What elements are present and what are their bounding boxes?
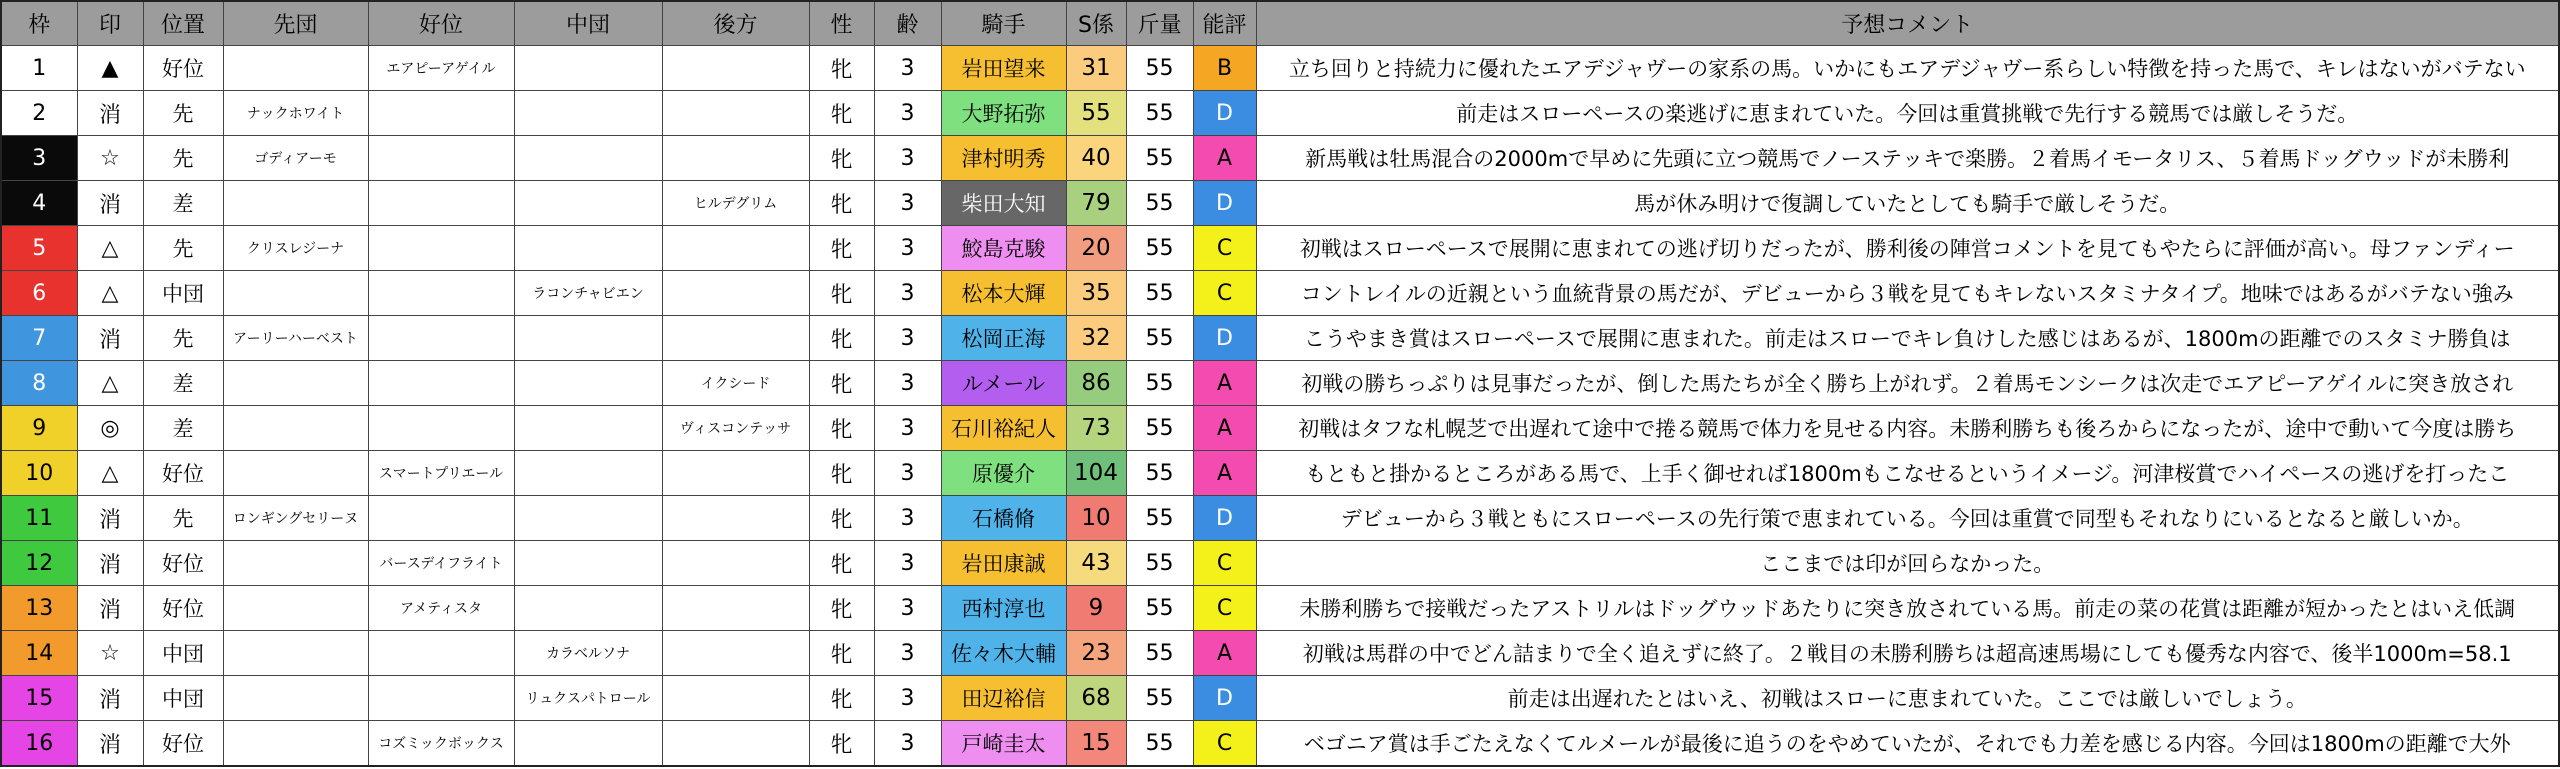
position-cell: 好位: [143, 721, 223, 767]
age-cell: 3: [874, 406, 941, 451]
header-jockey: 騎手: [941, 1, 1066, 46]
s-coefficient-cell: 79: [1066, 181, 1126, 226]
waku-cell: 10: [1, 451, 77, 496]
header-rear: 後方: [662, 1, 809, 46]
jockey-cell: 西村淳也: [941, 586, 1066, 631]
mid-group-cell: [514, 586, 662, 631]
jockey-cell: 石橋脩: [941, 496, 1066, 541]
weight-cell: 55: [1126, 136, 1193, 181]
rating-cell: C: [1193, 541, 1256, 586]
header-mid-group: 中団: [514, 1, 662, 46]
mark-cell: 消: [77, 181, 143, 226]
rating-cell: B: [1193, 46, 1256, 91]
mark-cell: △: [77, 271, 143, 316]
mid-group-cell: [514, 721, 662, 767]
jockey-cell: 田辺裕信: [941, 676, 1066, 721]
s-coefficient-cell: 43: [1066, 541, 1126, 586]
comment-cell: 初戦の勝ちっぷりは見事だったが、倒した馬たちが全く勝ち上がれず。２着馬モンシークは次走でエアピーアゲイルに突き放され: [1256, 361, 2559, 406]
age-cell: 3: [874, 586, 941, 631]
mark-cell: 消: [77, 586, 143, 631]
age-cell: 3: [874, 631, 941, 676]
lead-group-cell: クリスレジーナ: [223, 226, 368, 271]
rear-cell: イクシード: [662, 361, 809, 406]
good-position-cell: [368, 91, 514, 136]
table-row: [1, 46, 2559, 91]
header-weight: 斤量: [1126, 1, 1193, 46]
lead-group-cell: [223, 271, 368, 316]
comment-cell: 初戦はスローペースで展開に恵まれての逃げ切りだったが、勝利後の陣営コメントを見てもやたらに評価が高い。母ファンディー: [1256, 226, 2559, 271]
comment-cell: 初戦はタフな札幌芝で出遅れて途中で捲る競馬で体力を見せる内容。未勝利勝ちも後ろからになったが、途中で動いて今度は勝ち: [1256, 406, 2559, 451]
mid-group-cell: [514, 316, 662, 361]
sex-cell: 牝: [809, 631, 874, 676]
age-cell: 3: [874, 496, 941, 541]
weight-cell: 55: [1126, 181, 1193, 226]
good-position-cell: エアピーアゲイル: [368, 46, 514, 91]
sex-cell: 牝: [809, 541, 874, 586]
age-cell: 3: [874, 316, 941, 361]
lead-group-cell: [223, 406, 368, 451]
mark-cell: ☆: [77, 136, 143, 181]
age-cell: 3: [874, 676, 941, 721]
header-lead-group: 先団: [223, 1, 368, 46]
good-position-cell: [368, 496, 514, 541]
sex-cell: 牝: [809, 496, 874, 541]
rear-cell: [662, 451, 809, 496]
age-cell: 3: [874, 181, 941, 226]
s-coefficient-cell: 32: [1066, 316, 1126, 361]
weight-cell: 55: [1126, 271, 1193, 316]
mark-cell: △: [77, 226, 143, 271]
table-row: [1, 496, 2559, 541]
position-cell: 中団: [143, 676, 223, 721]
position-cell: 好位: [143, 451, 223, 496]
lead-group-cell: アーリーハーベスト: [223, 316, 368, 361]
waku-cell: 15: [1, 676, 77, 721]
position-cell: 中団: [143, 631, 223, 676]
weight-cell: 55: [1126, 226, 1193, 271]
good-position-cell: [368, 676, 514, 721]
good-position-cell: アメティスタ: [368, 586, 514, 631]
weight-cell: 55: [1126, 46, 1193, 91]
table-row: [1, 721, 2559, 767]
sex-cell: 牝: [809, 361, 874, 406]
s-coefficient-cell: 23: [1066, 631, 1126, 676]
comment-cell: 前走はスローペースの楽逃げに恵まれていた。今回は重賞挑戦で先行する競馬では厳しそうだ。: [1256, 91, 2559, 136]
comment-cell: 未勝利勝ちで接戦だったアストリルはドッグウッドあたりに突き放されている馬。前走の菜の花賞は距離が短かったとはいえ低調: [1256, 586, 2559, 631]
good-position-cell: [368, 406, 514, 451]
header-position: 位置: [143, 1, 223, 46]
waku-cell: 12: [1, 541, 77, 586]
rating-cell: A: [1193, 451, 1256, 496]
rear-cell: [662, 316, 809, 361]
s-coefficient-cell: 15: [1066, 721, 1126, 767]
mid-group-cell: リュクスパトロール: [514, 676, 662, 721]
header-row: [1, 1, 2559, 46]
sex-cell: 牝: [809, 451, 874, 496]
good-position-cell: [368, 361, 514, 406]
rating-cell: A: [1193, 406, 1256, 451]
mid-group-cell: [514, 451, 662, 496]
rear-cell: [662, 46, 809, 91]
lead-group-cell: [223, 361, 368, 406]
rating-cell: C: [1193, 271, 1256, 316]
mid-group-cell: [514, 91, 662, 136]
rear-cell: [662, 136, 809, 181]
weight-cell: 55: [1126, 451, 1193, 496]
lead-group-cell: [223, 451, 368, 496]
mark-cell: ▲: [77, 46, 143, 91]
table-row: [1, 541, 2559, 586]
comment-cell: 前走は出遅れたとはいえ、初戦はスローに恵まれていた。ここでは厳しいでしょう。: [1256, 676, 2559, 721]
age-cell: 3: [874, 721, 941, 767]
good-position-cell: コズミックボックス: [368, 721, 514, 767]
s-coefficient-cell: 68: [1066, 676, 1126, 721]
lead-group-cell: [223, 46, 368, 91]
age-cell: 3: [874, 46, 941, 91]
good-position-cell: [368, 631, 514, 676]
mark-cell: 消: [77, 496, 143, 541]
rear-cell: [662, 721, 809, 767]
jockey-cell: 松岡正海: [941, 316, 1066, 361]
weight-cell: 55: [1126, 586, 1193, 631]
sex-cell: 牝: [809, 46, 874, 91]
waku-cell: 13: [1, 586, 77, 631]
header-comment: 予想コメント: [1256, 1, 2559, 46]
rating-cell: A: [1193, 361, 1256, 406]
sex-cell: 牝: [809, 406, 874, 451]
good-position-cell: [368, 271, 514, 316]
s-coefficient-cell: 10: [1066, 496, 1126, 541]
position-cell: 先: [143, 496, 223, 541]
waku-cell: 16: [1, 721, 77, 767]
waku-cell: 11: [1, 496, 77, 541]
comment-cell: 立ち回りと持続力に優れたエアデジャヴーの家系の馬。いかにもエアデジャヴー系らしい特徴を持った馬で、キレはないがバテない: [1256, 46, 2559, 91]
mark-cell: 消: [77, 721, 143, 767]
jockey-cell: 津村明秀: [941, 136, 1066, 181]
sex-cell: 牝: [809, 586, 874, 631]
header-mark: 印: [77, 1, 143, 46]
weight-cell: 55: [1126, 496, 1193, 541]
jockey-cell: ルメール: [941, 361, 1066, 406]
lead-group-cell: [223, 181, 368, 226]
mid-group-cell: [514, 361, 662, 406]
s-coefficient-cell: 86: [1066, 361, 1126, 406]
header-age: 齢: [874, 1, 941, 46]
mid-group-cell: [514, 541, 662, 586]
waku-cell: 2: [1, 91, 77, 136]
position-cell: 先: [143, 136, 223, 181]
mid-group-cell: [514, 496, 662, 541]
s-coefficient-cell: 104: [1066, 451, 1126, 496]
s-coefficient-cell: 55: [1066, 91, 1126, 136]
jockey-cell: 岩田望来: [941, 46, 1066, 91]
lead-group-cell: [223, 541, 368, 586]
weight-cell: 55: [1126, 631, 1193, 676]
s-coefficient-cell: 73: [1066, 406, 1126, 451]
sex-cell: 牝: [809, 91, 874, 136]
header-s-coefficient: S係: [1066, 1, 1126, 46]
good-position-cell: [368, 226, 514, 271]
rear-cell: [662, 586, 809, 631]
header-waku: 枠: [1, 1, 77, 46]
jockey-cell: 佐々木大輔: [941, 631, 1066, 676]
rear-cell: ヴィスコンテッサ: [662, 406, 809, 451]
rear-cell: [662, 496, 809, 541]
position-cell: 差: [143, 406, 223, 451]
position-cell: 先: [143, 316, 223, 361]
mark-cell: △: [77, 361, 143, 406]
table-row: [1, 406, 2559, 451]
lead-group-cell: ナックホワイト: [223, 91, 368, 136]
age-cell: 3: [874, 136, 941, 181]
rear-cell: [662, 676, 809, 721]
s-coefficient-cell: 35: [1066, 271, 1126, 316]
comment-cell: ここまでは印が回らなかった。: [1256, 541, 2559, 586]
comment-cell: もともと掛かるところがある馬で、上手く御せれば1800mもこなせるというイメージ。河津桜賞でハイペースの逃げを打ったこ: [1256, 451, 2559, 496]
comment-cell: 馬が休み明けで復調していたとしても騎手で厳しそうだ。: [1256, 181, 2559, 226]
sex-cell: 牝: [809, 721, 874, 767]
rating-cell: A: [1193, 136, 1256, 181]
table-row: [1, 451, 2559, 496]
header-sex: 性: [809, 1, 874, 46]
sex-cell: 牝: [809, 271, 874, 316]
comment-cell: 新馬戦は牡馬混合の2000mで早めに先頭に立つ競馬でノーステッキで楽勝。２着馬イモータリス、５着馬ドッグウッドが未勝利: [1256, 136, 2559, 181]
weight-cell: 55: [1126, 406, 1193, 451]
table-row: [1, 676, 2559, 721]
sex-cell: 牝: [809, 676, 874, 721]
header-rating: 能評: [1193, 1, 1256, 46]
mid-group-cell: [514, 181, 662, 226]
mark-cell: ◎: [77, 406, 143, 451]
waku-cell: 1: [1, 46, 77, 91]
jockey-cell: 松本大輝: [941, 271, 1066, 316]
rating-cell: C: [1193, 586, 1256, 631]
mid-group-cell: ラコンチャビエン: [514, 271, 662, 316]
position-cell: 先: [143, 91, 223, 136]
position-cell: 好位: [143, 541, 223, 586]
sex-cell: 牝: [809, 136, 874, 181]
mark-cell: 消: [77, 91, 143, 136]
table-row: [1, 226, 2559, 271]
mid-group-cell: [514, 136, 662, 181]
position-cell: 先: [143, 226, 223, 271]
weight-cell: 55: [1126, 541, 1193, 586]
lead-group-cell: [223, 586, 368, 631]
age-cell: 3: [874, 226, 941, 271]
jockey-cell: 原優介: [941, 451, 1066, 496]
waku-cell: 9: [1, 406, 77, 451]
rating-cell: A: [1193, 631, 1256, 676]
table-row: [1, 271, 2559, 316]
waku-cell: 6: [1, 271, 77, 316]
comment-cell: デビューから３戦ともにスローペースの先行策で恵まれている。今回は重賞で同型もそれなりにいるとなると厳しいか。: [1256, 496, 2559, 541]
comment-cell: ベゴニア賞は手ごたえなくてルメールが最後に追うのをやめていたが、それでも力差を感じる内容。今回は1800mの距離で大外: [1256, 721, 2559, 767]
position-cell: 好位: [143, 586, 223, 631]
jockey-cell: 柴田大知: [941, 181, 1066, 226]
waku-cell: 5: [1, 226, 77, 271]
rear-cell: [662, 631, 809, 676]
good-position-cell: [368, 136, 514, 181]
mid-group-cell: [514, 46, 662, 91]
position-cell: 好位: [143, 46, 223, 91]
position-cell: 中団: [143, 271, 223, 316]
table-row: [1, 181, 2559, 226]
s-coefficient-cell: 40: [1066, 136, 1126, 181]
lead-group-cell: [223, 631, 368, 676]
jockey-cell: 大野拓弥: [941, 91, 1066, 136]
mid-group-cell: [514, 406, 662, 451]
position-cell: 差: [143, 181, 223, 226]
rear-cell: [662, 226, 809, 271]
sex-cell: 牝: [809, 316, 874, 361]
mark-cell: 消: [77, 541, 143, 586]
table-row: [1, 136, 2559, 181]
lead-group-cell: ゴディアーモ: [223, 136, 368, 181]
rating-cell: C: [1193, 226, 1256, 271]
table-row: [1, 586, 2559, 631]
position-cell: 差: [143, 361, 223, 406]
table-row: [1, 316, 2559, 361]
mark-cell: 消: [77, 316, 143, 361]
s-coefficient-cell: 9: [1066, 586, 1126, 631]
rating-cell: D: [1193, 181, 1256, 226]
header-good-position: 好位: [368, 1, 514, 46]
jockey-cell: 戸崎圭太: [941, 721, 1066, 767]
lead-group-cell: [223, 721, 368, 767]
weight-cell: 55: [1126, 316, 1193, 361]
good-position-cell: バースデイフライト: [368, 541, 514, 586]
weight-cell: 55: [1126, 91, 1193, 136]
mark-cell: ☆: [77, 631, 143, 676]
lead-group-cell: ロンギングセリーヌ: [223, 496, 368, 541]
good-position-cell: [368, 316, 514, 361]
lead-group-cell: [223, 676, 368, 721]
comment-cell: コントレイルの近親という血統背景の馬だが、デビューから３戦を見てもキレないスタミナタイプ。地味ではあるがバテない強み: [1256, 271, 2559, 316]
age-cell: 3: [874, 541, 941, 586]
good-position-cell: スマートプリエール: [368, 451, 514, 496]
age-cell: 3: [874, 91, 941, 136]
mid-group-cell: カラベルソナ: [514, 631, 662, 676]
age-cell: 3: [874, 361, 941, 406]
rating-cell: D: [1193, 676, 1256, 721]
mark-cell: △: [77, 451, 143, 496]
rear-cell: [662, 271, 809, 316]
weight-cell: 55: [1126, 361, 1193, 406]
jockey-cell: 鮫島克駿: [941, 226, 1066, 271]
table-row: [1, 631, 2559, 676]
weight-cell: 55: [1126, 676, 1193, 721]
waku-cell: 14: [1, 631, 77, 676]
good-position-cell: [368, 181, 514, 226]
comment-cell: 初戦は馬群の中でどん詰まりで全く追えずに終了。２戦目の未勝利勝ちは超高速馬場にしても優秀な内容で、後半1000m=58.1: [1256, 631, 2559, 676]
comment-cell: こうやまき賞はスローペースで展開に恵まれた。前走はスローでキレ負けした感じはあるが、1800mの距離でのスタミナ勝負は: [1256, 316, 2559, 361]
table-row: [1, 361, 2559, 406]
waku-cell: 3: [1, 136, 77, 181]
jockey-cell: 石川裕紀人: [941, 406, 1066, 451]
waku-cell: 7: [1, 316, 77, 361]
mid-group-cell: [514, 226, 662, 271]
s-coefficient-cell: 20: [1066, 226, 1126, 271]
mark-cell: 消: [77, 676, 143, 721]
weight-cell: 55: [1126, 721, 1193, 767]
rear-cell: ヒルデグリム: [662, 181, 809, 226]
rating-cell: C: [1193, 721, 1256, 767]
sex-cell: 牝: [809, 226, 874, 271]
rating-cell: D: [1193, 496, 1256, 541]
rating-cell: D: [1193, 316, 1256, 361]
table-row: [1, 91, 2559, 136]
s-coefficient-cell: 31: [1066, 46, 1126, 91]
waku-cell: 8: [1, 361, 77, 406]
jockey-cell: 岩田康誠: [941, 541, 1066, 586]
rear-cell: [662, 91, 809, 136]
sex-cell: 牝: [809, 181, 874, 226]
rating-cell: D: [1193, 91, 1256, 136]
rear-cell: [662, 541, 809, 586]
waku-cell: 4: [1, 181, 77, 226]
age-cell: 3: [874, 271, 941, 316]
age-cell: 3: [874, 451, 941, 496]
